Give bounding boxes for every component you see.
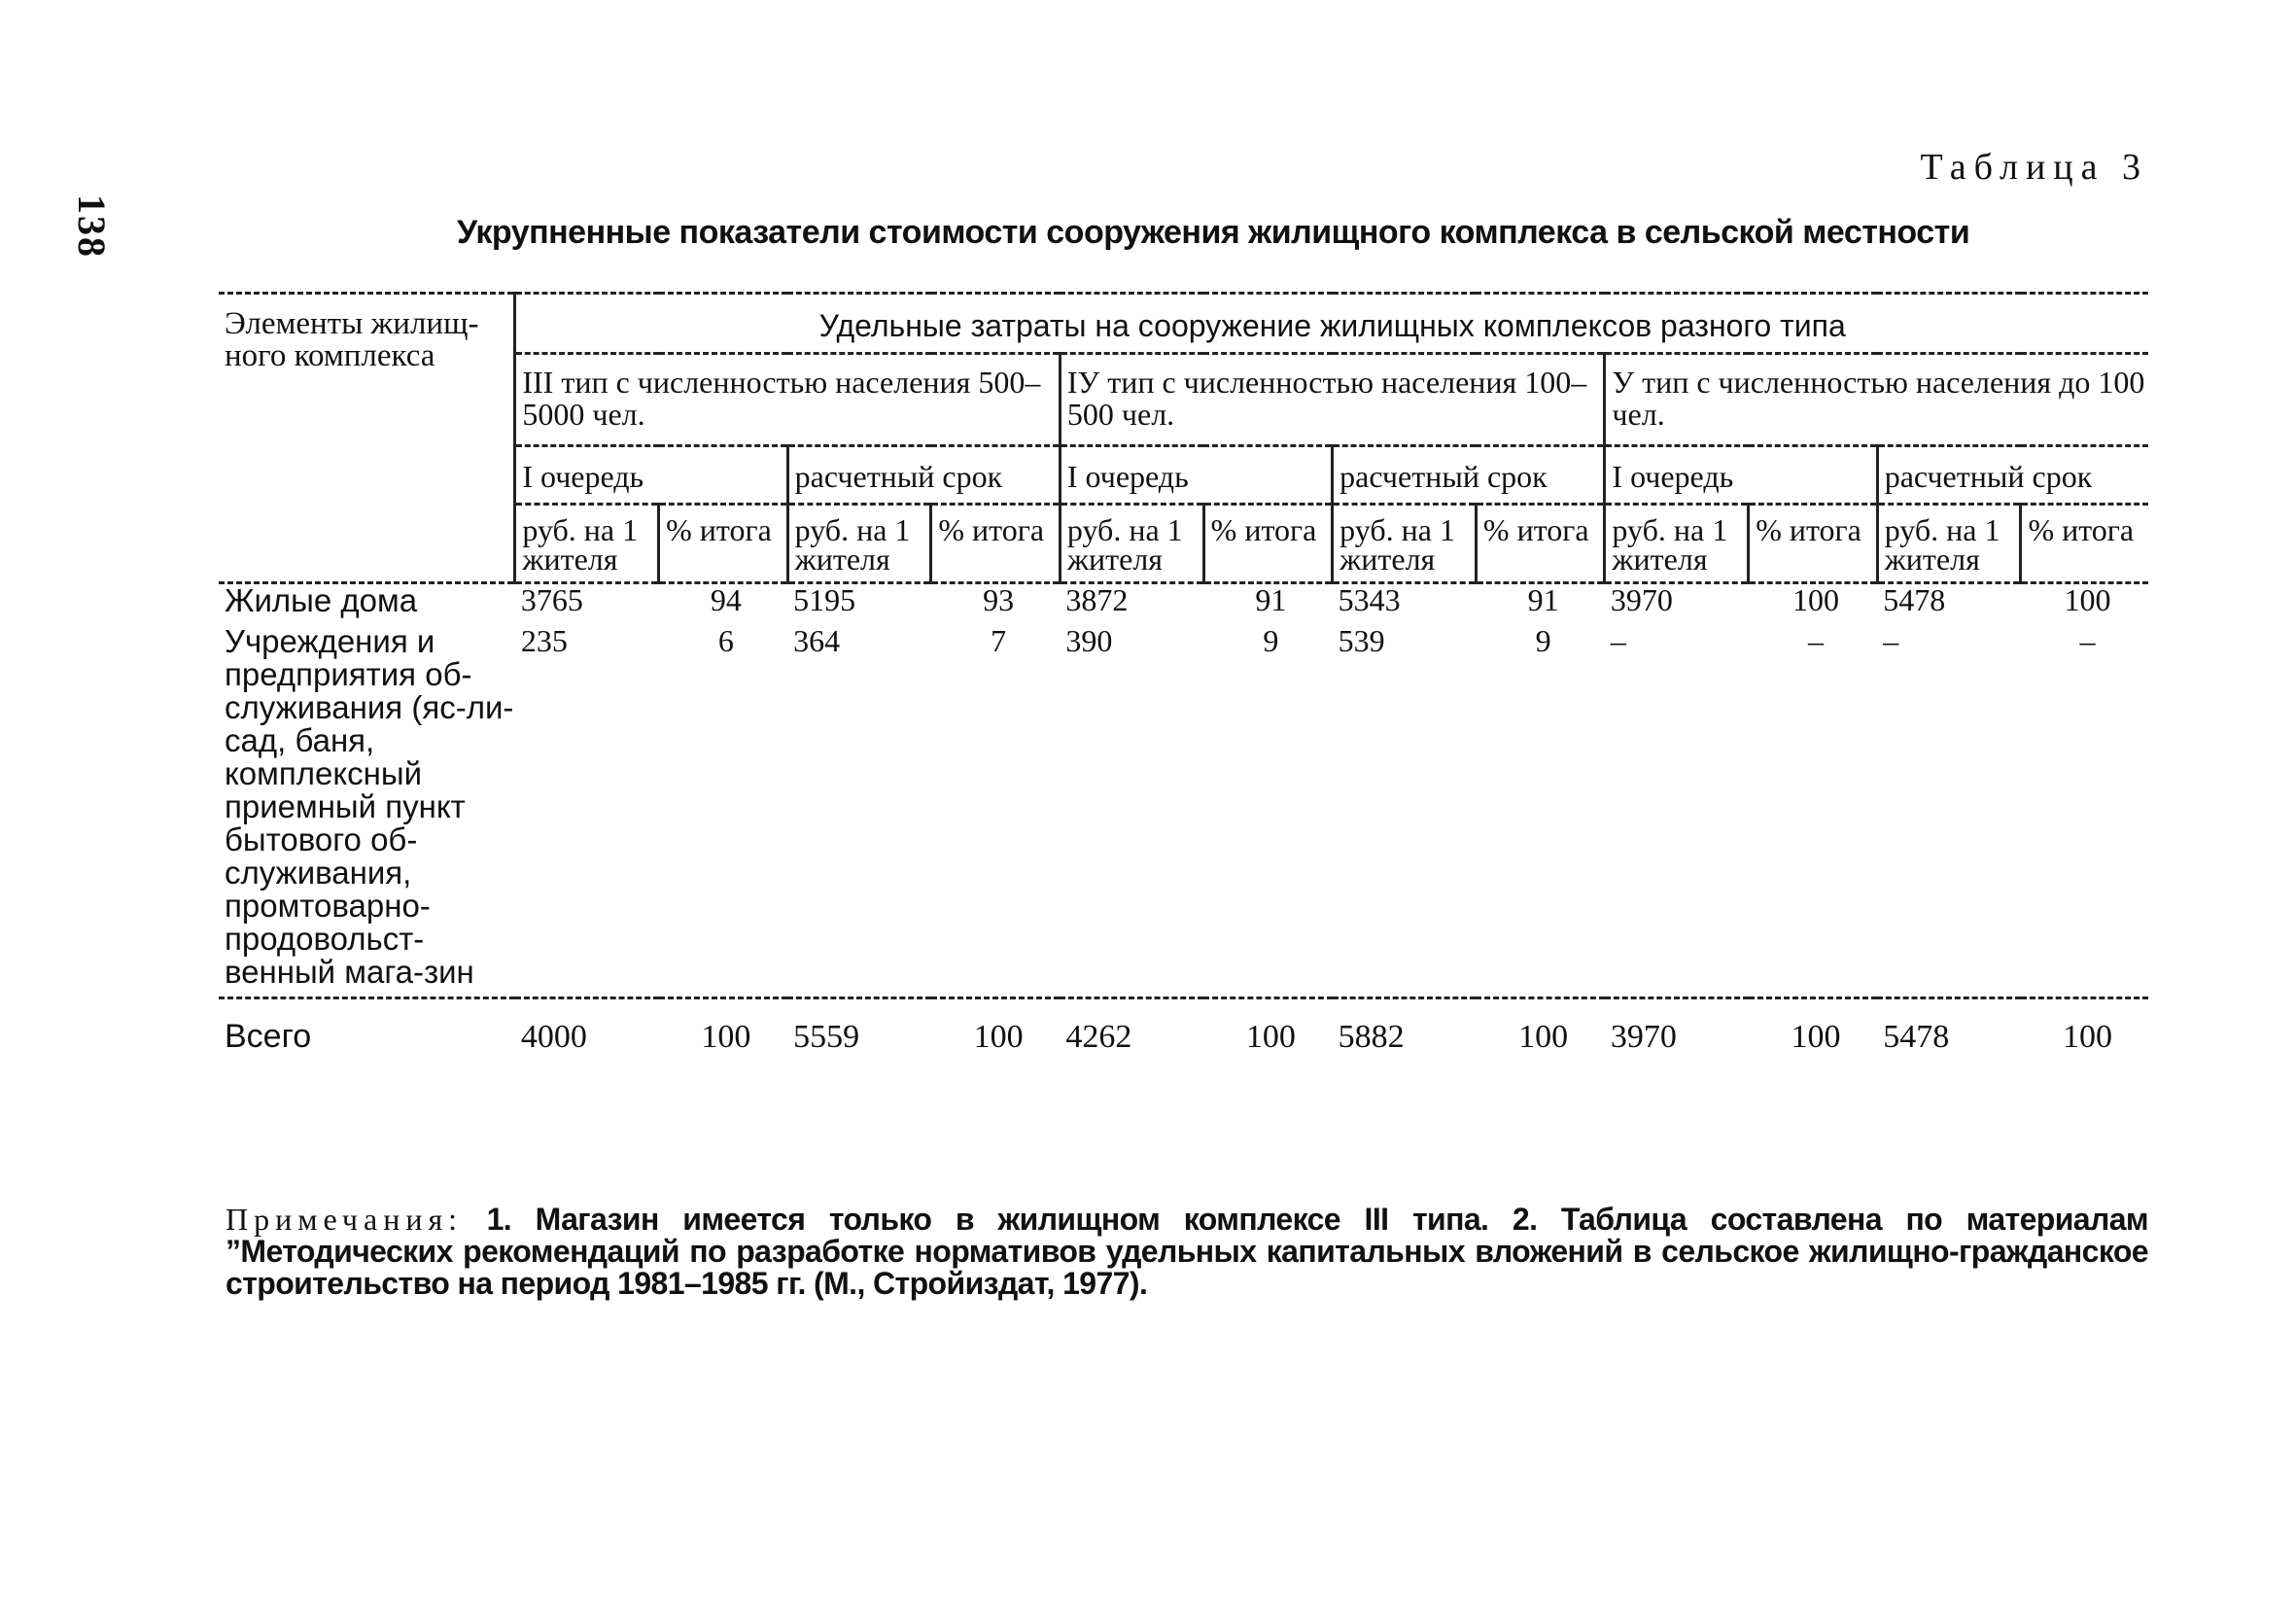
table-cell: 3872 [1065,582,1129,617]
unit-header: % итога [2021,505,2148,583]
table-cell: 5559 [787,998,931,1054]
table-cell: 364 [793,623,841,658]
table-cell: 3970 [1605,998,1749,1054]
table-cell: 100 [1203,998,1333,1054]
stage-header: расчетный срок [787,446,1060,505]
unit-header: руб. на 1 жителя [1605,505,1749,583]
table-label: Таблица 3 [1920,147,2148,188]
cost-table [219,292,2148,1053]
table-cell: 390 [1065,623,1113,658]
table-cell: 9 [1263,623,1279,658]
unit-header: % итога [931,505,1061,583]
unit-header: % итога [1476,505,1605,583]
table-cell: 4262 [1060,998,1203,1054]
table-cell: 100 [2064,582,2111,617]
stage-header: I очередь [515,446,787,505]
table-cell: 100 [931,998,1061,1054]
table-cell: 539 [1338,623,1385,658]
elements-header [219,294,515,583]
table-cell: 3970 [1610,582,1673,617]
unit-header: руб. на 1 жителя [1877,505,2021,583]
table-cell: 91 [1255,582,1287,617]
type-5-header: У тип с численностью населения до 100 чел. [1605,354,2148,446]
type-3-header: III тип с численностью населения 500–5000 чел. [515,354,1061,446]
unit-header: руб. на 1 жителя [515,505,659,583]
elements-header-text: Элементы жилищ-ного комплекса [225,306,479,373]
unit-header: руб. на 1 жителя [787,505,931,583]
costs-span-header: Удельные затраты на сооружение жилищных комплексов разного типа [515,294,2148,354]
total-label: Всего [219,998,515,1054]
unit-header: % итога [1749,505,1878,583]
table-row [219,625,2148,998]
total-row [219,998,2148,1054]
unit-header: руб. на 1 жителя [1060,505,1203,583]
stage-header: I очередь [1060,446,1332,505]
table-cell: 5343 [1338,582,1401,617]
table-cell: 100 [1749,998,1878,1054]
table-cell: – [1883,623,1899,658]
stage-header: I очередь [1605,446,1877,505]
table-cell: – [1807,623,1824,658]
type-4-header: IУ тип с численностью населения 100–500 чел. [1060,354,1605,446]
stage-header: расчетный срок [1333,446,1605,505]
table-cell: 91 [1527,582,1559,617]
row-label: Учреждения и предприятия об-служивания (яс-ли-сад, баня, комплексный приемный пункт бытового об-служивания, промтоварно-продовольст-венный мага-зин [225,623,514,990]
unit-header: руб. на 1 жителя [1333,505,1477,583]
table-cell: – [2079,623,2096,658]
table-cell: 235 [520,623,568,658]
table-cell: 100 [1792,582,1839,617]
table-row [219,583,2148,626]
unit-header: % итога [1203,505,1333,583]
table-cell: 5478 [1877,998,2021,1054]
stage-header: расчетный срок [1877,446,2148,505]
table-notes [226,1204,2148,1300]
table-cell: 9 [1535,623,1551,658]
unit-header: % итога [659,505,788,583]
table-cell: 3765 [520,582,583,617]
table-cell: 7 [991,623,1007,658]
table-cell: 100 [1476,998,1605,1054]
page-number: 138 [70,194,114,259]
table-title: Укрупненные показатели стоимости сооружения жилищного комплекса в сельской местности [457,214,1970,251]
notes-label: Примечания: [226,1202,464,1237]
table-cell: 4000 [515,998,659,1054]
table-cell: 93 [983,582,1015,617]
table-cell: 5195 [793,582,856,617]
table-cell: 5882 [1333,998,1477,1054]
table-cell: 94 [710,582,742,617]
table-cell: – [1610,623,1626,658]
notes-text: 1. Магазин имеется только в жилищном комплексе III типа. 2. Таблица составлена по материалам ”Методических рекомендаций по разработке нормативов удельных капитальных вложений в сельское жилищно-гражданское строительство на период 1981–1985 гг. (М., Стройиздат, 1977). [226,1202,2148,1301]
table-cell: 6 [717,623,734,658]
table-cell: 100 [659,998,788,1054]
row-label: Жилые дома [225,582,418,618]
table-cell: 100 [2021,998,2148,1054]
table-cell: 5478 [1883,582,1946,617]
